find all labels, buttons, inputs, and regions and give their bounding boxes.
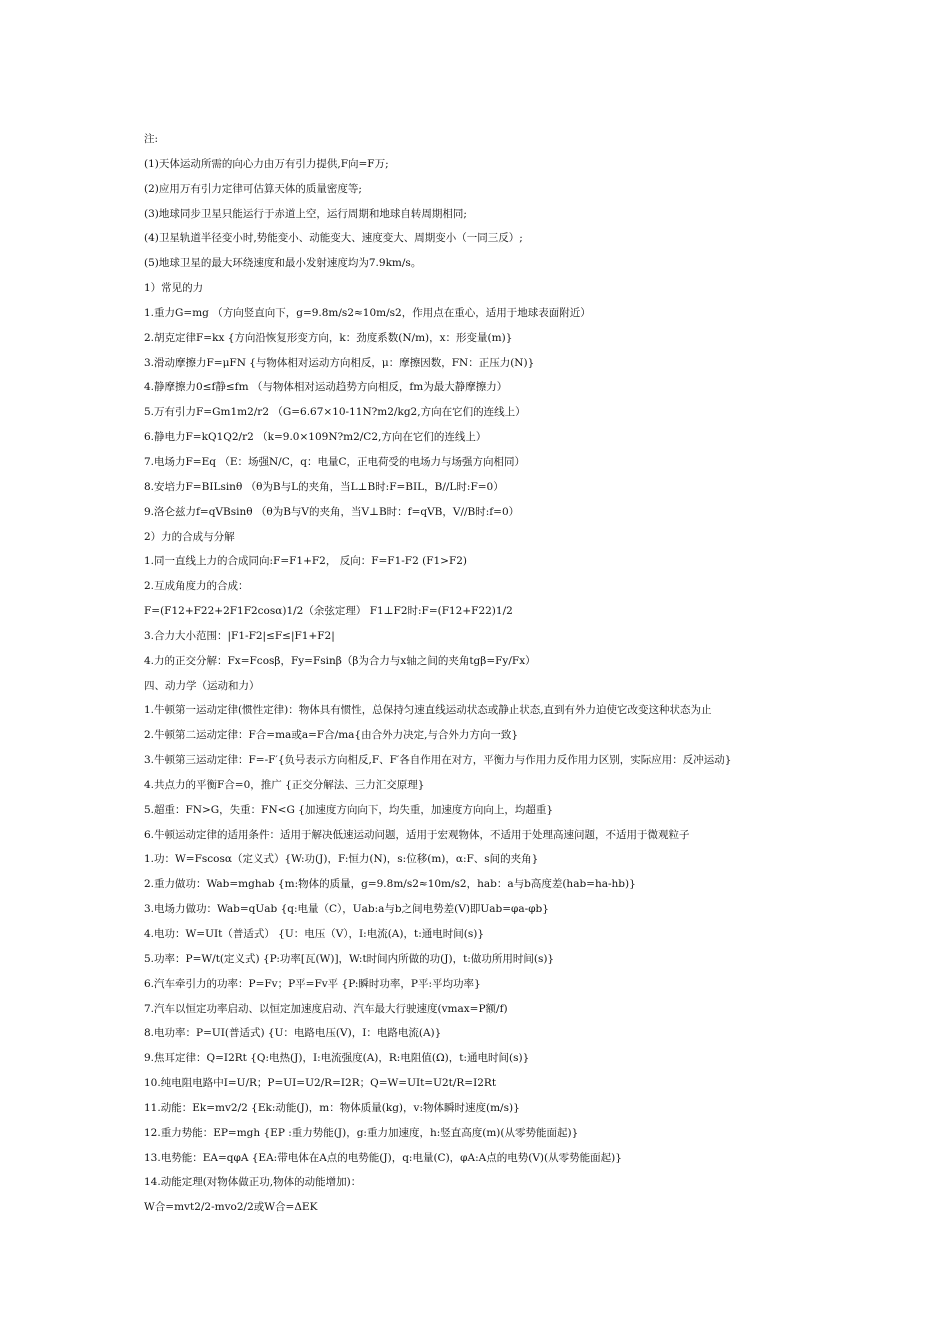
formula-line: F=(F12+F22+2F1F2cosα)1/2（余弦定理） F1⊥F2时:F=(F12+F22)1/2 [144, 605, 513, 618]
formula-line: 2.重力做功：Wab=mghab {m:物体的质量，g=9.8m/s2≈10m/s2，hab：a与b高度差(hab=ha-hb)} [144, 878, 636, 891]
formula-line: 1.重力G=mg （方向竖直向下，g=9.8m/s2≈10m/s2，作用点在重心，适用于地球表面附近） [144, 306, 591, 319]
formula-line: 9.洛仑兹力f=qVBsinθ （θ为B与V的夹角，当V⊥B时：f=qVB，V//B时:f=0） [144, 505, 520, 518]
formula-line: 13.电势能：EA=qφA {EA:带电体在A点的电势能(J)，q:电量(C)，φA:A点的电势(V)(从零势能面起)} [144, 1151, 622, 1164]
section-heading-common-forces: 1）常见的力 [144, 282, 204, 295]
formula-line: 6.汽车牵引力的功率：P=Fv；P平=Fv平 {P:瞬时功率，P平:平均功率} [144, 977, 481, 990]
note-item: (3)地球同步卫星只能运行于赤道上空，运行周期和地球自转周期相同; [144, 207, 467, 220]
formula-line: 3.合力大小范围：|F1-F2|≤F≤|F1+F2| [144, 629, 335, 642]
formula-line: 7.电场力F=Eq （E：场强N/C，q：电量C，正电荷受的电场力与场强方向相同） [144, 455, 526, 468]
section-heading-dynamics: 四、动力学（运动和力） [144, 679, 260, 692]
document-body [144, 127, 844, 1220]
formula-line: 1.牛顿第一运动定律(惯性定律)：物体具有惯性，总保持匀速直线运动状态或静止状态,直到有外力迫使它改变这种状态为止 [144, 704, 712, 717]
formula-line: 5.万有引力F=Gm1m2/r2 （G=6.67×10-11N?m2/kg2,方向在它们的连线上） [144, 406, 526, 419]
formula-line: 7.汽车以恒定功率启动、以恒定加速度启动、汽车最大行驶速度(vmax=P额/f) [144, 1002, 508, 1015]
formula-line: 2.牛顿第二运动定律：F合=ma或a=F合/ma{由合外力决定,与合外力方向一致} [144, 729, 519, 742]
formula-line: 6.牛顿运动定律的适用条件：适用于解决低速运动问题，适用于宏观物体，不适用于处理高速问题，不适用于微观粒子 [144, 828, 690, 841]
formula-line: 3.电场力做功：Wab=qUab {q:电量（C），Uab:a与b之间电势差(V)即Uab=φa-φb} [144, 903, 549, 916]
formula-line: 9.焦耳定律：Q=I2Rt {Q:电热(J)，I:电流强度(A)，R:电阻值(Ω)，t:通电时间(s)} [144, 1052, 530, 1065]
formula-line: 8.安培力F=BILsinθ （θ为B与L的夹角，当L⊥B时:F=BIL，B//L时:F=0） [144, 480, 504, 493]
formula-line: 5.超重：FN>G，失重：FN<G {加速度方向向下，均失重，加速度方向向上，均超重} [144, 803, 554, 816]
note-heading: 注: [144, 133, 159, 145]
formula-line: 10.纯电阻电路中I=U/R；P=UI=U2/R=I2R；Q=W=UIt=U2t/R=I2Rt [144, 1077, 497, 1090]
formula-line: 8.电功率：P=UI(普适式) {U：电路电压(V)，I：电路电流(A)} [144, 1027, 442, 1040]
formula-line: 1.功：W=Fscosα（定义式）{W:功(J)，F:恒力(N)，s:位移(m)，α:F、s间的夹角} [144, 853, 539, 866]
formula-line: 4.静摩擦力0≤f静≤fm （与物体相对运动趋势方向相反，fm为最大静摩擦力） [144, 381, 508, 394]
note-item: (1)天体运动所需的向心力由万有引力提供,F向=F万; [144, 157, 389, 170]
formula-line: 4.力的正交分解：Fx=Fcosβ，Fy=Fsinβ（β为合力与x轴之间的夹角tgβ=Fy/Fx） [144, 654, 536, 667]
formula-line: 2.互成角度力的合成： [144, 580, 249, 593]
formula-line: 12.重力势能：EP=mgh {EP :重力势能(J)，g:重力加速度，h:竖直高度(m)(从零势能面起)} [144, 1126, 579, 1139]
formula-line: 4.共点力的平衡F合=0，推广 {正交分解法、三力汇交原理} [144, 778, 425, 791]
formula-line: 3.滑动摩擦力F=μFN {与物体相对运动方向相反，μ：摩擦因数，FN：正压力(N)} [144, 356, 535, 369]
formula-line: 2.胡克定律F=kx {方向沿恢复形变方向，k：劲度系数(N/m)，x：形变量(m)} [144, 331, 513, 344]
formula-line: 3.牛顿第三运动定律：F=-F′{负号表示方向相反,F、F′各自作用在对方，平衡力与作用力反作用力区别，实际应用：反冲运动} [144, 754, 732, 767]
formula-line: 11.动能：Ek=mv2/2 {Ek:动能(J)，m：物体质量(kg)，v:物体瞬时速度(m/s)} [144, 1101, 520, 1114]
formula-line: 1.同一直线上力的合成同向:F=F1+F2， 反向：F=F1-F2 (F1>F2) [144, 555, 468, 568]
formula-line: 5.功率：P=W/t(定义式) {P:功率[瓦(W)]，W:t时间内所做的功(J)，t:做功所用时间(s)} [144, 952, 555, 965]
note-item: (2)应用万有引力定律可估算天体的质量密度等; [144, 182, 362, 195]
note-item: (4)卫星轨道半径变小时,势能变小、动能变大、速度变大、周期变小（一同三反）; [144, 232, 523, 245]
formula-line: 4.电功：W=UIt（普适式） {U：电压（V），I:电流(A)，t:通电时间(s)} [144, 928, 485, 940]
note-item: (5)地球卫星的最大环绕速度和最小发射速度均为7.9km/s。 [144, 257, 422, 270]
formula-line: 6.静电力F=kQ1Q2/r2 （k=9.0×109N?m2/C2,方向在它们的连线上） [144, 431, 487, 444]
formula-line: 14.动能定理(对物体做正功,物体的动能增加)： [144, 1176, 362, 1189]
section-heading-force-composition: 2）力的合成与分解 [144, 530, 235, 543]
formula-line: W合=mvt2/2-mvo2/2或W合=ΔEK [144, 1201, 318, 1214]
